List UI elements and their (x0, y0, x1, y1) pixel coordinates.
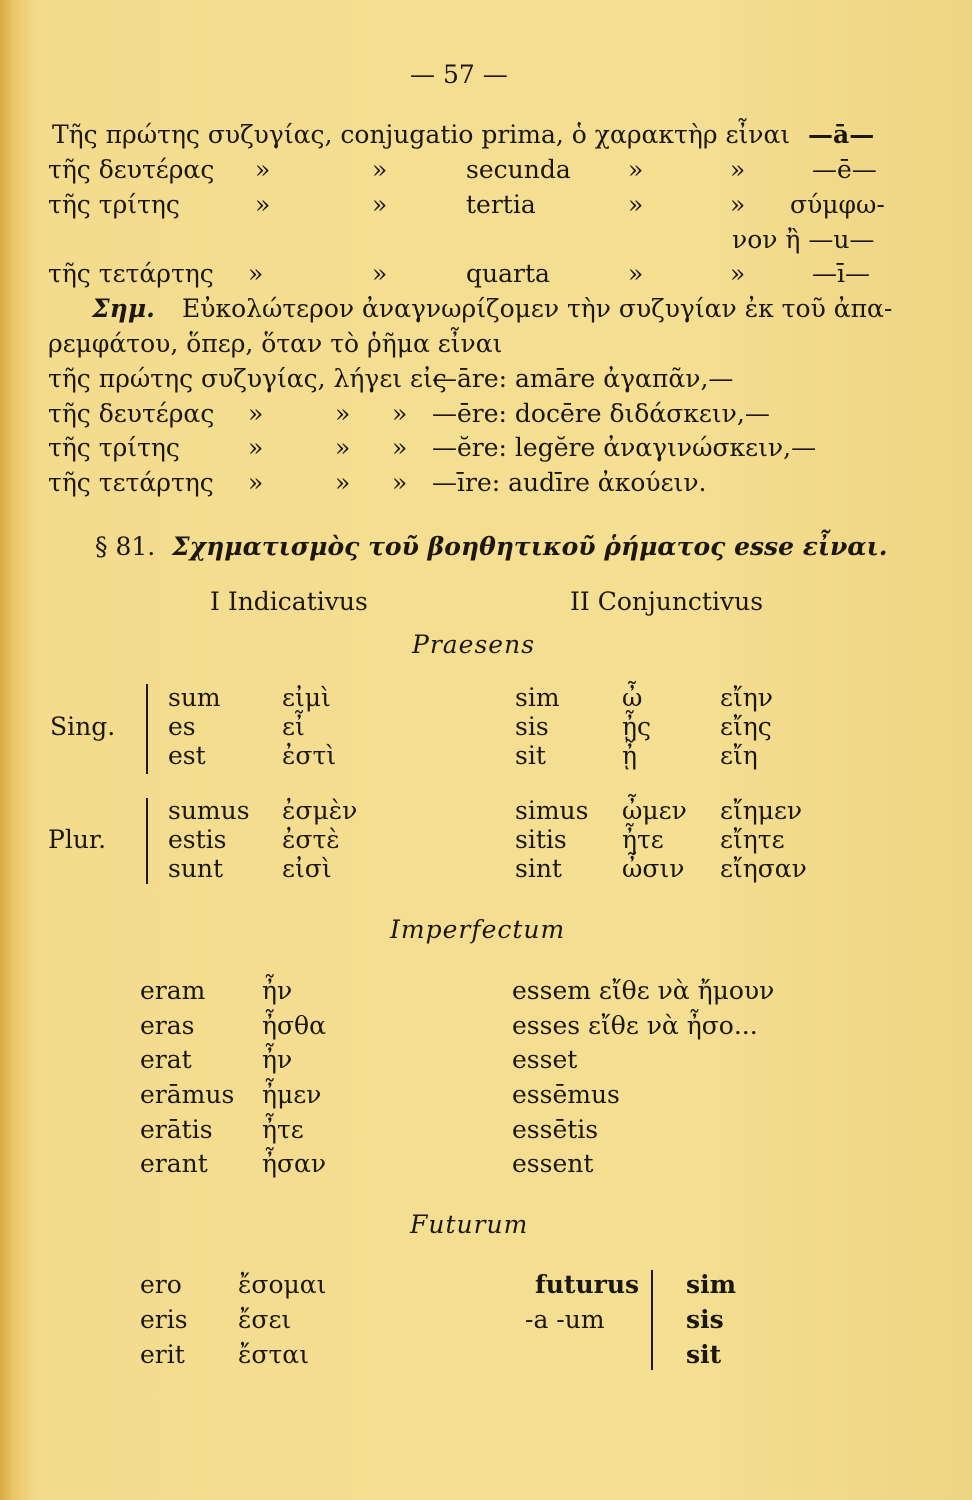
ditto-mark: » (248, 433, 264, 462)
note-line-1: Εὐκολώτερον ἀναγνωρίζομεν τὴν συζυγίαν ἐκ τοῦ ἀπα- (182, 294, 893, 323)
praesens-plur-conj-gr: ἦτε (622, 825, 664, 854)
header-indicativus: I Indicativus (210, 587, 368, 616)
conj-row-4-latin: quarta (466, 259, 550, 288)
fut-conj: sis (686, 1305, 724, 1334)
header-conjunctivus: II Conjunctivus (570, 587, 764, 616)
imperf-conj: essētis (512, 1115, 599, 1144)
ditto-mark: » (392, 399, 408, 428)
praesens-sing-conj-lat: sis (515, 712, 549, 741)
section-title: Σχηματισμὸς τοῦ βοηθητικοῦ ῥήματος esse εἶναι. (172, 532, 888, 561)
conj-row-3-ending-cont: νον ἢ —u— (732, 225, 875, 254)
conj-row-1: Τῆς πρώτης συζυγίας, conjugatio prima, ὁ χαρακτὴρ εἶναι (52, 120, 791, 149)
fut-lat: eris (140, 1305, 188, 1334)
praesens-sing-conj-lat: sit (515, 741, 546, 770)
imperf-conj: essēmus (512, 1080, 620, 1109)
note-row-4-ending: —īre: audīre ἀκούειν. (432, 468, 707, 497)
imperf-lat: erant (140, 1149, 208, 1178)
ditto-mark: » (392, 468, 408, 497)
ditto-mark: » (335, 399, 351, 428)
conj-row-3-latin: tertia (466, 190, 536, 219)
praesens-plur-gr: εἰσὶ (282, 854, 332, 883)
ditto-mark: » (372, 259, 388, 288)
imperf-gr: ἦσαν (262, 1149, 327, 1178)
praesens-plur-conj-lat: sint (515, 854, 562, 883)
praesens-plur-opt: εἴητε (720, 825, 785, 854)
ditto-mark: » (628, 155, 644, 184)
fut-conj: sit (686, 1340, 722, 1369)
ditto-mark: » (392, 433, 408, 462)
praesens-sing-opt: εἴην (720, 683, 773, 712)
ditto-mark: » (255, 190, 271, 219)
imperf-lat: eras (140, 1011, 195, 1040)
imperf-gr: ἦτε (262, 1115, 304, 1144)
conj-row-3-ending: σύμφω- (790, 190, 885, 219)
praesens-plur-gr: ἐστὲ (282, 825, 340, 854)
praesens-sing-gr: εἰμὶ (282, 683, 331, 712)
imperf-gr: ἦσθα (262, 1011, 326, 1040)
praesens-sing-lat: es (168, 712, 196, 741)
note-row-1-ending: —āre: amāre ἀγαπᾶν,— (432, 364, 734, 393)
sing-bracket (146, 684, 148, 774)
praesens-sing-opt: εἴης (720, 712, 772, 741)
imperf-conj: essem εἴθε νὰ ἤμουν (512, 976, 775, 1005)
praesens-plur-conj-lat: sitis (515, 825, 567, 854)
conj-row-4-ending: —ī— (812, 259, 870, 288)
imperf-conj: esset (512, 1045, 578, 1074)
imperf-gr: ἦν (262, 976, 293, 1005)
fut-gr: ἔσται (238, 1340, 309, 1369)
ditto-mark: » (255, 155, 271, 184)
imperf-lat: eram (140, 976, 206, 1005)
praesens-sing-lat: est (168, 741, 206, 770)
ditto-mark: » (335, 433, 351, 462)
note-row-3-ending: —ĕre: legĕre ἀναγινώσκειν,— (432, 433, 817, 462)
praesens-sing-gr: εἶ (282, 712, 305, 741)
imperf-gr: ἦν (262, 1045, 293, 1074)
ditto-mark: » (372, 155, 388, 184)
imperfectum-title: Imperfectum (390, 915, 566, 944)
praesens-plur-gr: ἐσμὲν (282, 796, 358, 825)
praesens-sing-opt: εἴη (720, 741, 758, 770)
ditto-mark: » (628, 259, 644, 288)
imperf-conj: essent (512, 1149, 594, 1178)
conj-row-2-latin: secunda (466, 155, 571, 184)
ditto-mark: » (372, 190, 388, 219)
praesens-sing-gr: ἐστὶ (282, 741, 337, 770)
plur-bracket (146, 798, 148, 884)
fut-participle: futurus (535, 1270, 640, 1299)
fut-participle-endings: -a -um (525, 1305, 605, 1334)
praesens-plur-opt: εἴησαν (720, 854, 807, 883)
praesens-sing-conj-gr: ᾖς (622, 712, 651, 741)
praesens-plur-lat: sunt (168, 854, 224, 883)
section-number: § 81. (95, 532, 156, 561)
praesens-plur-lat: estis (168, 825, 227, 854)
conj-row-2-ending: —ē— (812, 155, 877, 184)
praesens-plur-conj-gr: ὦμεν (622, 796, 687, 825)
conj-row-3: τῆς τρίτης (48, 190, 180, 219)
fut-bracket (651, 1270, 653, 1370)
ditto-mark: » (335, 468, 351, 497)
note-line-2: ρεμφάτου, ὅπερ, ὅταν τὸ ῥῆμα εἶναι (48, 329, 503, 358)
fut-lat: ero (140, 1270, 182, 1299)
praesens-plur-opt: εἴημεν (720, 796, 803, 825)
imperf-lat: erāmus (140, 1080, 235, 1109)
praesens-plur-conj-gr: ὦσιν (622, 854, 685, 883)
praesens-sing-conj-lat: sim (515, 683, 560, 712)
imperf-conj: esses εἴθε νὰ ἦσο... (512, 1011, 758, 1040)
conj-row-4: τῆς τετάρτης (48, 259, 214, 288)
note-row-3-label: τῆς τρίτης (48, 433, 180, 462)
ditto-mark: » (248, 468, 264, 497)
ditto-mark: » (248, 399, 264, 428)
ditto-mark: » (628, 190, 644, 219)
praesens-plur-lat: sumus (168, 796, 250, 825)
praesens-sing-conj-gr: ὦ (622, 683, 643, 712)
imperf-gr: ἦμεν (262, 1080, 322, 1109)
conj-row-2: τῆς δευτέρας (48, 155, 215, 184)
praesens-sing-conj-gr: ᾖ (622, 741, 637, 770)
ditto-mark: » (730, 190, 746, 219)
plur-label: Plur. (48, 825, 107, 854)
praesens-title: Praesens (412, 630, 536, 659)
note-row-4-label: τῆς τετάρτης (48, 468, 214, 497)
sing-label: Sing. (50, 712, 116, 741)
fut-lat: erit (140, 1340, 185, 1369)
note-row-2-ending: —ēre: docēre διδάσκειν,— (432, 399, 770, 428)
futurum-title: Futurum (410, 1210, 529, 1239)
note-row-2-label: τῆς δευτέρας (48, 399, 215, 428)
page-number: — 57 — (410, 60, 508, 89)
fut-conj: sim (686, 1270, 737, 1299)
conj-row-1-ending: —ā— (808, 120, 875, 149)
ditto-mark: » (730, 259, 746, 288)
imperf-lat: erat (140, 1045, 192, 1074)
note-label: Σημ. (92, 294, 155, 323)
praesens-sing-lat: sum (168, 683, 221, 712)
note-row-1-label: τῆς πρώτης συζυγίας, λήγει εἰς (48, 364, 447, 393)
imperf-lat: erātis (140, 1115, 213, 1144)
praesens-plur-conj-lat: simus (515, 796, 589, 825)
fut-gr: ἔσει (238, 1305, 292, 1334)
ditto-mark: » (730, 155, 746, 184)
ditto-mark: » (248, 259, 264, 288)
fut-gr: ἔσομαι (238, 1270, 327, 1299)
